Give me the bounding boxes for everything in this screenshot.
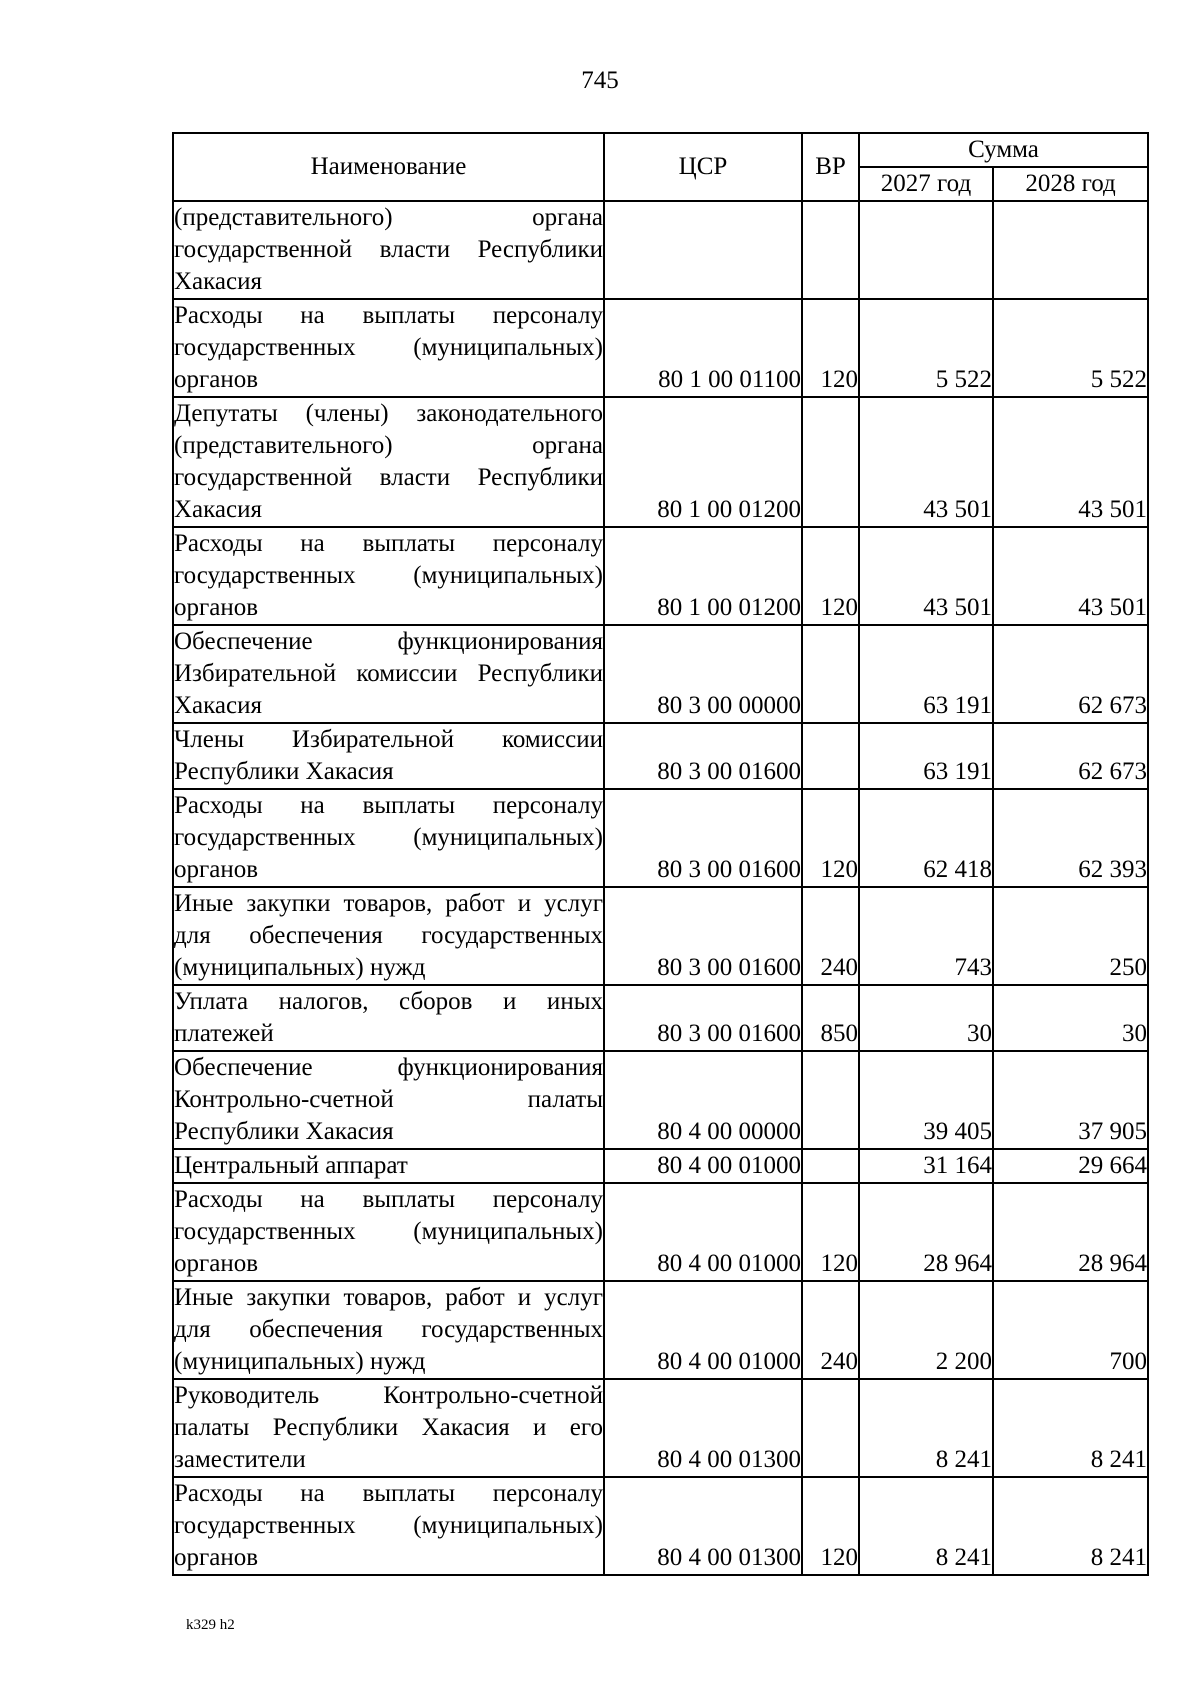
row-name-cell: Депутаты (члены) законодательного (представительного) органа государственной власти Республики Хакасия xyxy=(173,397,604,527)
row-2028-cell: 29 664 xyxy=(993,1149,1148,1183)
row-2028-cell: 43 501 xyxy=(993,397,1148,527)
table-row xyxy=(173,887,1148,985)
row-vr-cell: 240 xyxy=(802,1281,859,1379)
table-row xyxy=(173,1183,1148,1281)
row-2027-cell: 43 501 xyxy=(859,397,993,527)
row-name-cell: Расходы на выплаты персоналу государственных (муниципальных) органов xyxy=(173,1477,604,1575)
row-csr-cell: 80 4 00 01000 xyxy=(604,1281,802,1379)
row-2028-cell: 62 393 xyxy=(993,789,1148,887)
row-name-cell: Иные закупки товаров, работ и услуг для обеспечения государственных (муниципальных) нужд xyxy=(173,1281,604,1379)
row-vr-cell: 120 xyxy=(802,527,859,625)
row-2027-cell: 63 191 xyxy=(859,723,993,789)
row-name-cell: Члены Избирательной комиссии Республики Хакасия xyxy=(173,723,604,789)
row-csr-cell: 80 3 00 01600 xyxy=(604,887,802,985)
row-2027-cell xyxy=(859,201,993,299)
row-csr-cell: 80 4 00 01300 xyxy=(604,1379,802,1477)
table-row xyxy=(173,985,1148,1051)
row-vr-cell: 120 xyxy=(802,789,859,887)
row-2027-cell: 39 405 xyxy=(859,1051,993,1149)
row-2027-cell: 30 xyxy=(859,985,993,1051)
row-vr-cell: 240 xyxy=(802,887,859,985)
page-number: 745 xyxy=(581,67,619,94)
header-sum: Сумма xyxy=(859,133,1148,167)
row-2027-cell: 63 191 xyxy=(859,625,993,723)
row-vr-cell xyxy=(802,723,859,789)
table-row xyxy=(173,397,1148,527)
row-vr-cell xyxy=(802,201,859,299)
row-name-cell: Расходы на выплаты персоналу государственных (муниципальных) органов xyxy=(173,789,604,887)
row-2027-cell: 62 418 xyxy=(859,789,993,887)
table-row xyxy=(173,201,1148,299)
table-row xyxy=(173,625,1148,723)
table-row xyxy=(173,723,1148,789)
row-name-cell: Уплата налогов, сборов и иных платежей xyxy=(173,985,604,1051)
footer-code: k329 h2 xyxy=(186,1617,235,1633)
row-csr-cell: 80 3 00 01600 xyxy=(604,789,802,887)
row-csr-cell: 80 4 00 00000 xyxy=(604,1051,802,1149)
row-vr-cell xyxy=(802,397,859,527)
row-2028-cell: 30 xyxy=(993,985,1148,1051)
row-name-cell: (представительного) органа государственной власти Республики Хакасия xyxy=(173,201,604,299)
row-2028-cell: 43 501 xyxy=(993,527,1148,625)
row-vr-cell: 120 xyxy=(802,1477,859,1575)
row-csr-cell: 80 3 00 00000 xyxy=(604,625,802,723)
table-header xyxy=(173,133,1148,201)
table-row xyxy=(173,1051,1148,1149)
budget-table xyxy=(172,132,1149,1576)
row-2028-cell: 28 964 xyxy=(993,1183,1148,1281)
table-row xyxy=(173,527,1148,625)
table-row xyxy=(173,1149,1148,1183)
header-year-2028: 2028 год xyxy=(993,167,1148,201)
row-name-cell: Обеспечение функционирования Контрольно-счетной палаты Республики Хакасия xyxy=(173,1051,604,1149)
row-csr-cell xyxy=(604,201,802,299)
row-csr-cell: 80 1 00 01200 xyxy=(604,527,802,625)
row-name-cell: Центральный аппарат xyxy=(173,1149,604,1183)
header-csr: ЦСР xyxy=(604,133,802,201)
row-2028-cell: 37 905 xyxy=(993,1051,1148,1149)
table-body xyxy=(173,201,1148,1575)
row-2027-cell: 28 964 xyxy=(859,1183,993,1281)
row-vr-cell xyxy=(802,1149,859,1183)
row-2027-cell: 5 522 xyxy=(859,299,993,397)
header-name: Наименование xyxy=(173,133,604,201)
row-2027-cell: 743 xyxy=(859,887,993,985)
row-2027-cell: 31 164 xyxy=(859,1149,993,1183)
table-row xyxy=(173,1281,1148,1379)
row-name-cell: Расходы на выплаты персоналу государственных (муниципальных) органов xyxy=(173,527,604,625)
row-name-cell: Иные закупки товаров, работ и услуг для обеспечения государственных (муниципальных) нужд xyxy=(173,887,604,985)
row-2027-cell: 2 200 xyxy=(859,1281,993,1379)
row-2028-cell: 62 673 xyxy=(993,723,1148,789)
table-row xyxy=(173,299,1148,397)
row-vr-cell: 120 xyxy=(802,1183,859,1281)
row-csr-cell: 80 3 00 01600 xyxy=(604,985,802,1051)
row-name-cell: Руководитель Контрольно-счетной палаты Республики Хакасия и его заместители xyxy=(173,1379,604,1477)
row-2027-cell: 43 501 xyxy=(859,527,993,625)
row-name-cell: Расходы на выплаты персоналу государственных (муниципальных) органов xyxy=(173,299,604,397)
row-2028-cell: 62 673 xyxy=(993,625,1148,723)
row-2027-cell: 8 241 xyxy=(859,1477,993,1575)
row-csr-cell: 80 4 00 01000 xyxy=(604,1183,802,1281)
row-vr-cell xyxy=(802,1379,859,1477)
row-csr-cell: 80 1 00 01100 xyxy=(604,299,802,397)
row-csr-cell: 80 1 00 01200 xyxy=(604,397,802,527)
row-csr-cell: 80 4 00 01300 xyxy=(604,1477,802,1575)
row-csr-cell: 80 3 00 01600 xyxy=(604,723,802,789)
row-2028-cell: 250 xyxy=(993,887,1148,985)
row-2028-cell: 8 241 xyxy=(993,1477,1148,1575)
row-name-cell: Расходы на выплаты персоналу государственных (муниципальных) органов xyxy=(173,1183,604,1281)
row-2028-cell xyxy=(993,201,1148,299)
row-2028-cell: 700 xyxy=(993,1281,1148,1379)
header-year-2027: 2027 год xyxy=(859,167,993,201)
row-2028-cell: 5 522 xyxy=(993,299,1148,397)
row-2028-cell: 8 241 xyxy=(993,1379,1148,1477)
row-vr-cell xyxy=(802,1051,859,1149)
row-vr-cell: 120 xyxy=(802,299,859,397)
header-vr: ВР xyxy=(802,133,859,201)
table-row xyxy=(173,1477,1148,1575)
table-row xyxy=(173,789,1148,887)
row-vr-cell xyxy=(802,625,859,723)
row-2027-cell: 8 241 xyxy=(859,1379,993,1477)
row-vr-cell: 850 xyxy=(802,985,859,1051)
row-csr-cell: 80 4 00 01000 xyxy=(604,1149,802,1183)
table-row xyxy=(173,1379,1148,1477)
row-name-cell: Обеспечение функционирования Избирательной комиссии Республики Хакасия xyxy=(173,625,604,723)
